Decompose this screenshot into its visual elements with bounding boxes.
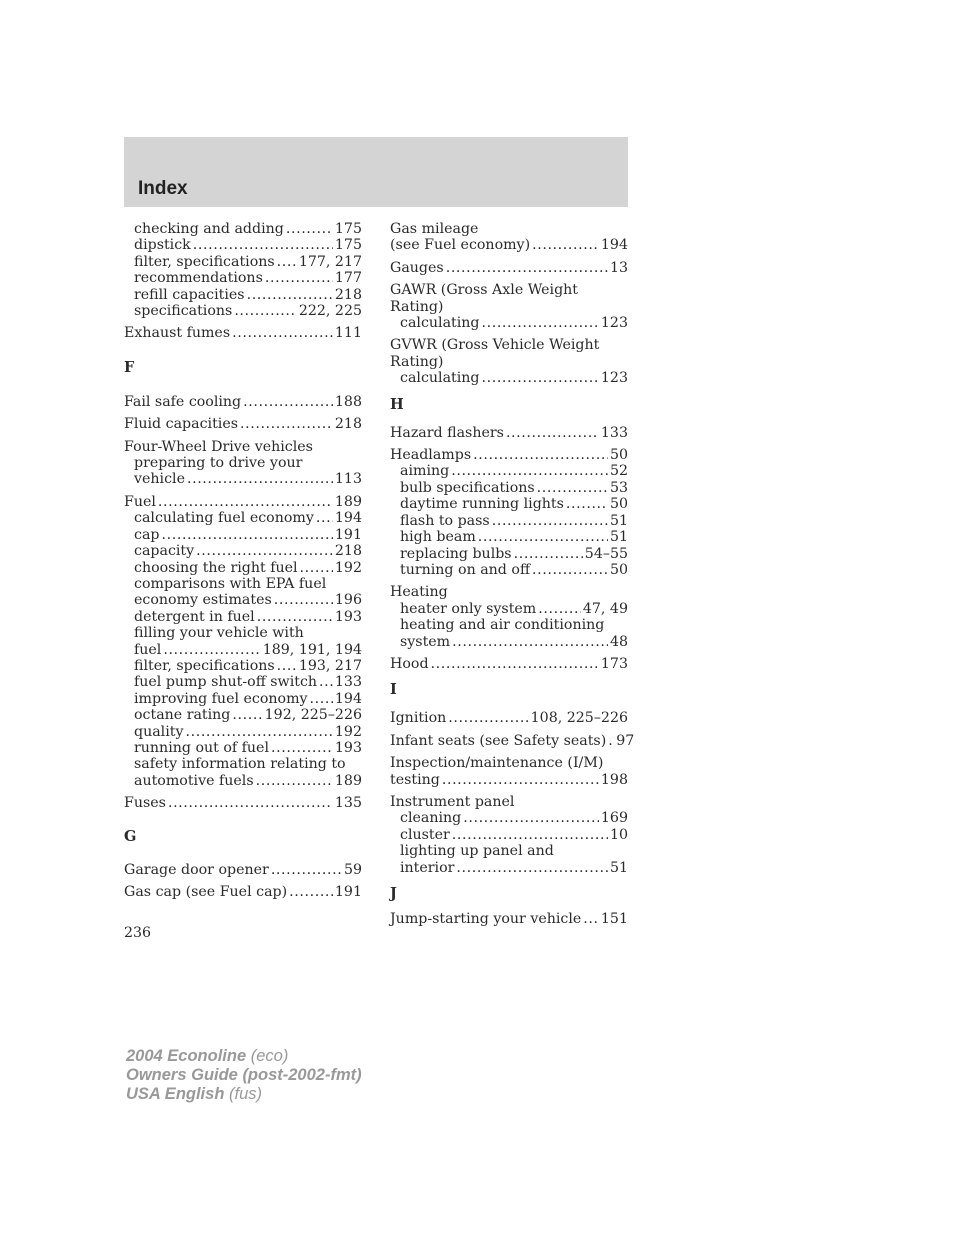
section-letter-j: J (390, 885, 397, 902)
index-entry: high beam ..... 51 (390, 529, 628, 545)
index-entry: choosing the right fuel ..... 192 (124, 560, 362, 576)
index-entry-fuses: Fuses ..... 135 (124, 795, 362, 811)
index-entry: calculating fuel economy ..... 194 (124, 510, 362, 526)
index-entry: filter, specifications ..... 177, 217 (124, 254, 362, 270)
footer-line-3: USA English (fus) (126, 1085, 262, 1103)
index-entry: bulb specifications ..... 53 (390, 480, 628, 496)
page-title: Index (138, 178, 188, 199)
index-entry-gvwr-cont: Rating) (390, 353, 444, 370)
index-entry: replacing bulbs ..... 54–55 (390, 546, 628, 562)
index-column-right (390, 221, 635, 927)
index-entry-heating: Heating (390, 584, 448, 601)
index-entry: flash to pass ..... 51 (390, 513, 628, 529)
section-letter-i: I (390, 681, 397, 699)
index-entry: refill capacities ..... 218 (124, 287, 362, 303)
index-entry: fuel ..... 189, 191, 194 (124, 642, 362, 658)
index-entry: daytime running lights ..... 50 (390, 496, 628, 512)
index-entry-ignition: Ignition ..... 108, 225–226 (390, 710, 628, 726)
index-entry-cont: filling your vehicle with (134, 625, 304, 642)
index-entry: cap ..... 191 (124, 527, 362, 543)
section-letter-g: G (124, 827, 137, 845)
index-entry: recommendations ..... 177 (124, 270, 362, 286)
index-entry: improving fuel economy ..... 194 (124, 691, 362, 707)
index-entry-inspection: Inspection/maintenance (I/M) (390, 755, 604, 772)
index-entry-cont: safety information relating to (134, 756, 346, 773)
index-entry: automotive fuels ..... 189 (124, 773, 362, 789)
index-entry: economy estimates ..... 196 (124, 592, 362, 608)
index-entry-cont: comparisons with EPA fuel (134, 575, 327, 592)
index-entry-cont: lighting up panel and (400, 843, 554, 860)
index-entry: interior ..... 51 (390, 860, 628, 876)
index-entry: aiming ..... 52 (390, 463, 628, 479)
index-entry: dipstick ..... 175 (124, 237, 362, 253)
index-entry: calculating ..... 123 (390, 315, 628, 331)
index-entry: cleaning ..... 169 (390, 810, 628, 826)
index-entry-gas-mileage: Gas mileage (390, 221, 479, 237)
index-entry: checking and adding ..... 175 (124, 221, 362, 237)
section-letter-f: F (124, 358, 135, 376)
index-entry-gas-cap: Gas cap (see Fuel cap) ..... 191 (124, 884, 362, 900)
index-entry: calculating ..... 123 (390, 370, 628, 386)
index-entry-garage: Garage door opener ..... 59 (124, 862, 362, 878)
footer-line-2: Owners Guide (post-2002-fmt) (126, 1066, 362, 1084)
index-column-left (124, 221, 362, 900)
index-entry-hazard: Hazard flashers ..... 133 (390, 425, 628, 441)
index-entry-gawr-cont: Rating) (390, 298, 444, 315)
section-letter-h: H (390, 395, 404, 413)
index-entry-gawr: GAWR (Gross Axle Weight (390, 282, 579, 299)
index-entry: vehicle ..... 113 (124, 471, 362, 487)
index-entry-headlamps: Headlamps ..... 50 (390, 447, 628, 463)
index-entry: turning on and off ..... 50 (390, 562, 628, 578)
index-entry: capacity ..... 218 (124, 543, 362, 559)
index-entry: testing ..... 198 (390, 772, 628, 788)
index-entry: octane rating ..... 192, 225–226 (124, 707, 362, 723)
index-entry: running out of fuel ..... 193 (124, 740, 362, 756)
index-entry: fuel pump shut-off switch ..... 133 (124, 674, 362, 690)
index-entry: specifications ..... 222, 225 (124, 303, 362, 319)
index-entry-fuel: Fuel ..... 189 (124, 494, 362, 510)
index-entry: system ..... 48 (390, 634, 628, 650)
index-entry: quality ..... 192 (124, 724, 362, 740)
index-entry-gauges: Gauges ..... 13 (390, 260, 628, 276)
index-entry: filter, specifications ..... 193, 217 (124, 658, 362, 674)
index-entry-instrument: Instrument panel (390, 793, 515, 810)
index-entry-fail-safe: Fail safe cooling ..... 188 (124, 394, 362, 410)
index-entry-fluid: Fluid capacities ..... 218 (124, 416, 362, 432)
index-entry-gvwr: GVWR (Gross Vehicle Weight (390, 337, 600, 354)
index-entry-fwd-cont: preparing to drive your (134, 455, 303, 472)
index-entry-jump: Jump-starting your vehicle ..... 151 (390, 911, 628, 927)
index-entry-exhaust: Exhaust fumes ..... 111 (124, 325, 362, 341)
page-number: 236 (124, 925, 152, 941)
index-entry: (see Fuel economy) ..... 194 (390, 237, 628, 253)
index-entry-infant: Infant seats (see Safety seats) ..... 97 (390, 733, 628, 749)
index-entry: detergent in fuel ..... 193 (124, 609, 362, 625)
footer-line-1: 2004 Econoline (eco) (126, 1047, 289, 1065)
index-entry-hood: Hood ..... 173 (390, 656, 628, 672)
index-entry: heater only system ..... 47, 49 (390, 601, 628, 617)
index-header-band (124, 137, 628, 207)
index-entry-cont: heating and air conditioning (400, 617, 605, 634)
index-entry: cluster ..... 10 (390, 827, 628, 843)
index-entry-fwd: Four-Wheel Drive vehicles (124, 438, 313, 455)
document-footer (126, 1047, 362, 1104)
